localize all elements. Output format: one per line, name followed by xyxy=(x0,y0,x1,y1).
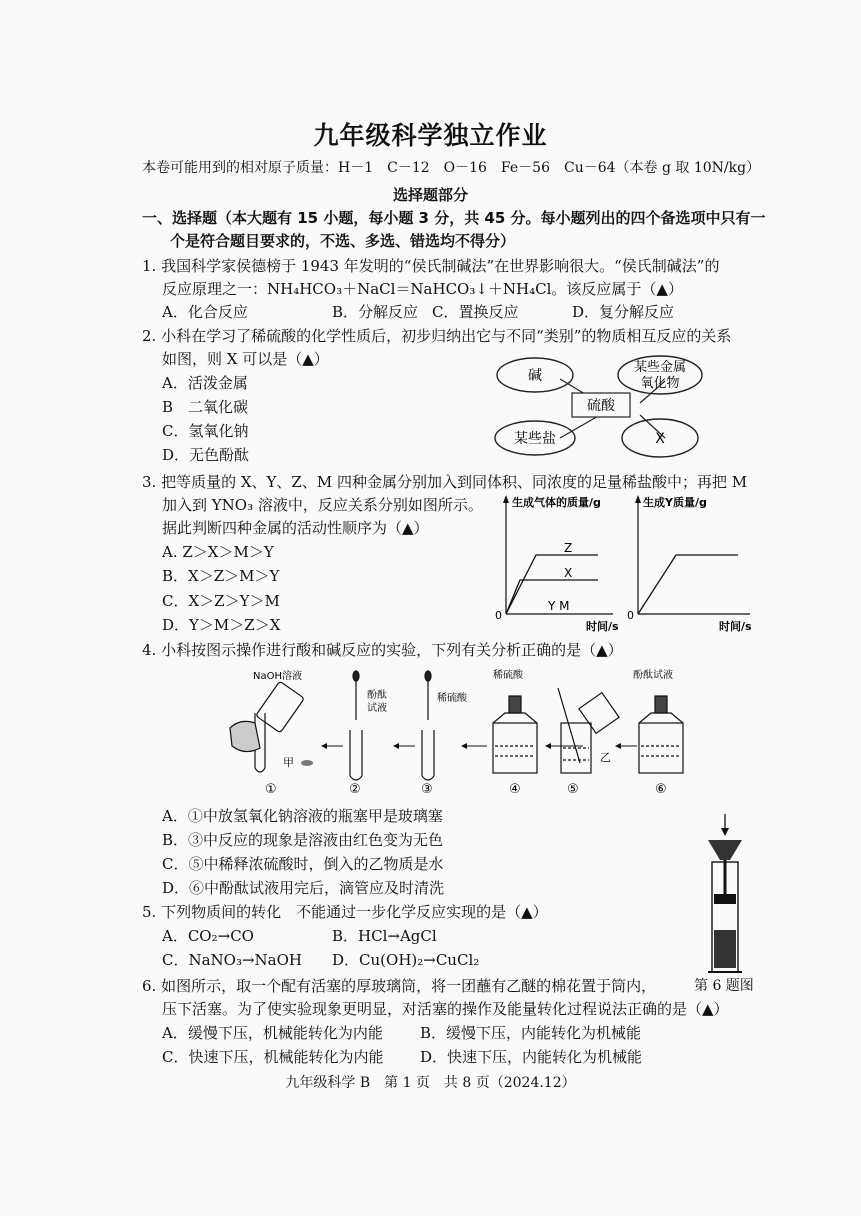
q5-option-a: A．CO₂→CO xyxy=(162,927,254,945)
step6-bottle xyxy=(639,696,683,773)
q4-option-b: B．③中反应的现象是溶液由红色变为无色 xyxy=(162,831,444,849)
q1-option-a: A．化合反应 xyxy=(162,303,248,321)
q6-option-b: B．缓慢下压，内能转化为机械能 xyxy=(420,1024,642,1042)
q2-option-b: B 二氧化碳 xyxy=(162,398,249,416)
q3-option-d: D．Y＞M＞Z＞X xyxy=(162,616,281,634)
page-title: 九年级科学独立作业 xyxy=(313,121,548,150)
fig-label-naoh: NaOH溶液 xyxy=(253,671,302,682)
atomic-masses-note: 本卷可能用到的相对原子质量：H－1 C－12 O－16 Fe－56 Cu－64（本卷 g 取 10N/kg） xyxy=(142,160,761,176)
q1-option-b: B．分解反应 xyxy=(332,303,419,321)
diagram-label-acid: 硫酸 xyxy=(587,398,615,414)
q3-option-c: C．X＞Z＞Y＞M xyxy=(162,592,280,610)
q3-option-b: B．X＞Z＞M＞Y xyxy=(162,567,280,585)
section-title: 选择题部分 xyxy=(392,186,468,204)
fig-label-phenol-bottle: 酚酞试液 xyxy=(633,670,673,681)
page-footer: 九年级科学 B 第 1 页 共 8 页（2024.12） xyxy=(285,1075,576,1091)
part1-heading-line1: 一、选择题（本大题有 15 小题，每小题 3 分，共 45 分。每小题列出的四个备选项中只有一 xyxy=(142,209,766,227)
q6-option-c: C．快速下压，机械能转化为内能 xyxy=(162,1048,384,1066)
q6-stem-line2: 压下活塞。为了使实验现象更明显，对活塞的操作及能量转化过程说法正确的是（▲） xyxy=(162,1000,729,1018)
q2-relation-diagram xyxy=(490,353,710,463)
q3-option-a: A. Z＞X＞M＞Y xyxy=(162,543,274,561)
step-label-2: ② xyxy=(349,782,361,797)
diagram-label-oxide: 氧化物 xyxy=(640,376,680,391)
q3-graphs xyxy=(488,492,788,634)
graph2-ylabel: 生成Y质量/g xyxy=(643,496,707,509)
graph1-label-z: Z xyxy=(564,541,573,555)
graph2-xlabel: 时间/s xyxy=(719,620,752,633)
stopper-jia xyxy=(301,760,313,766)
q4-experiment-figure xyxy=(225,668,705,800)
step-label-1: ① xyxy=(265,782,277,797)
step-label-4: ④ xyxy=(509,782,521,797)
q1-option-c: C．置换反应 xyxy=(432,303,519,321)
fig-label-yi: 乙 xyxy=(600,751,611,764)
fig-label-phenol1: 酚酞 xyxy=(367,690,387,701)
fig-label-phenol2: 试液 xyxy=(367,703,387,714)
diagram-label-x: X xyxy=(655,431,665,447)
q5-option-c: C．NaNO₃→NaOH xyxy=(162,951,302,969)
graph1-ylabel: 生成气体的质量/g xyxy=(512,496,601,509)
diagram-label-salt: 某些盐 xyxy=(514,431,556,447)
part1-heading-line2: 个是符合题目要求的，不选、多选、错选均不得分） xyxy=(170,232,516,250)
q3-stem-line3: 据此判断四种金属的活动性顺序为（▲） xyxy=(162,519,429,537)
q5-stem: 5. 下列物质间的转化 不能通过一步化学反应实现的是（▲） xyxy=(142,903,548,921)
q3-stem-line1: 3. 把等质量的 X、Y、Z、M 四种金属分别加入到同体积、同浓度的足量稀盐酸中；再把 M xyxy=(142,473,748,491)
q2-option-c: C．氢氧化钠 xyxy=(162,422,249,440)
step-label-3: ③ xyxy=(421,782,433,797)
fig-label-acid-bottle: 稀硫酸 xyxy=(493,670,523,681)
graph2-origin: 0 xyxy=(627,609,634,622)
q4-option-d: D．⑥中酚酞试液用完后，滴管应及时清洗 xyxy=(162,879,445,897)
q2-option-d: D．无色酚酞 xyxy=(162,446,250,464)
q6-piston-figure xyxy=(700,812,750,980)
graph2-curve xyxy=(638,555,738,614)
q1-stem-line2: 反应原理之一：NH₄HCO₃＋NaCl＝NaHCO₃↓＋NH₄Cl。该反应属于（▲） xyxy=(162,280,683,298)
step4-bottle xyxy=(493,696,537,773)
q2-stem-line2: 如图，则 X 可以是（▲） xyxy=(162,350,329,368)
q2-option-a: A．活泼金属 xyxy=(162,374,248,392)
graph1-label-x: X xyxy=(564,566,573,580)
q2-stem-line1: 2. 小科在学习了稀硫酸的化学性质后，初步归纳出它与不同“类别”的物质相互反应的关系 xyxy=(142,327,732,345)
graph1-origin: 0 xyxy=(495,609,502,622)
step-label-5: ⑤ xyxy=(567,782,579,797)
q6-option-d: D．快速下压，内能转化为机械能 xyxy=(420,1048,643,1066)
graph1-label-ym: Y M xyxy=(548,599,570,613)
diagram-label-base: 碱 xyxy=(528,368,542,384)
fig-label-dilute-acid: 稀硫酸 xyxy=(437,693,467,704)
q4-option-a: A．①中放氢氧化钠溶液的瓶塞甲是玻璃塞 xyxy=(162,807,443,825)
q6-stem-line1: 6. 如图所示，取一个配有活塞的厚玻璃筒，将一团蘸有乙醚的棉花置于筒内， xyxy=(142,977,657,995)
diagram-label-metal: 某些金属 xyxy=(633,360,687,375)
step2-tube xyxy=(350,671,362,780)
q5-option-d: D．Cu(OH)₂→CuCl₂ xyxy=(332,951,480,969)
q6-figure-label: 第 6 题图 xyxy=(694,978,754,994)
q6-option-a: A．缓慢下压，机械能转化为内能 xyxy=(162,1024,383,1042)
q3-stem-line2: 加入到 YNO₃ 溶液中，反应关系分别如图所示。 xyxy=(162,496,483,514)
fig-label-jia: 甲 xyxy=(283,756,294,769)
q4-stem: 4. 小科按图示操作进行酸和碱反应的实验，下列有关分析正确的是（▲） xyxy=(142,641,623,659)
q4-option-c: C．⑤中稀释浓硫酸时，倒入的乙物质是水 xyxy=(162,855,444,873)
graph1-xlabel: 时间/s xyxy=(586,620,619,633)
q1-option-d: D．复分解反应 xyxy=(572,303,675,321)
q5-option-b: B．HCl→AgCl xyxy=(332,927,437,945)
step-label-6: ⑥ xyxy=(655,782,667,797)
q1-stem-line1: 1. 我国科学家侯德榜于 1943 年发明的“侯氏制碱法”在世界影响很大。“侯氏制碱法”的 xyxy=(142,257,720,275)
step3-tube xyxy=(422,671,434,780)
